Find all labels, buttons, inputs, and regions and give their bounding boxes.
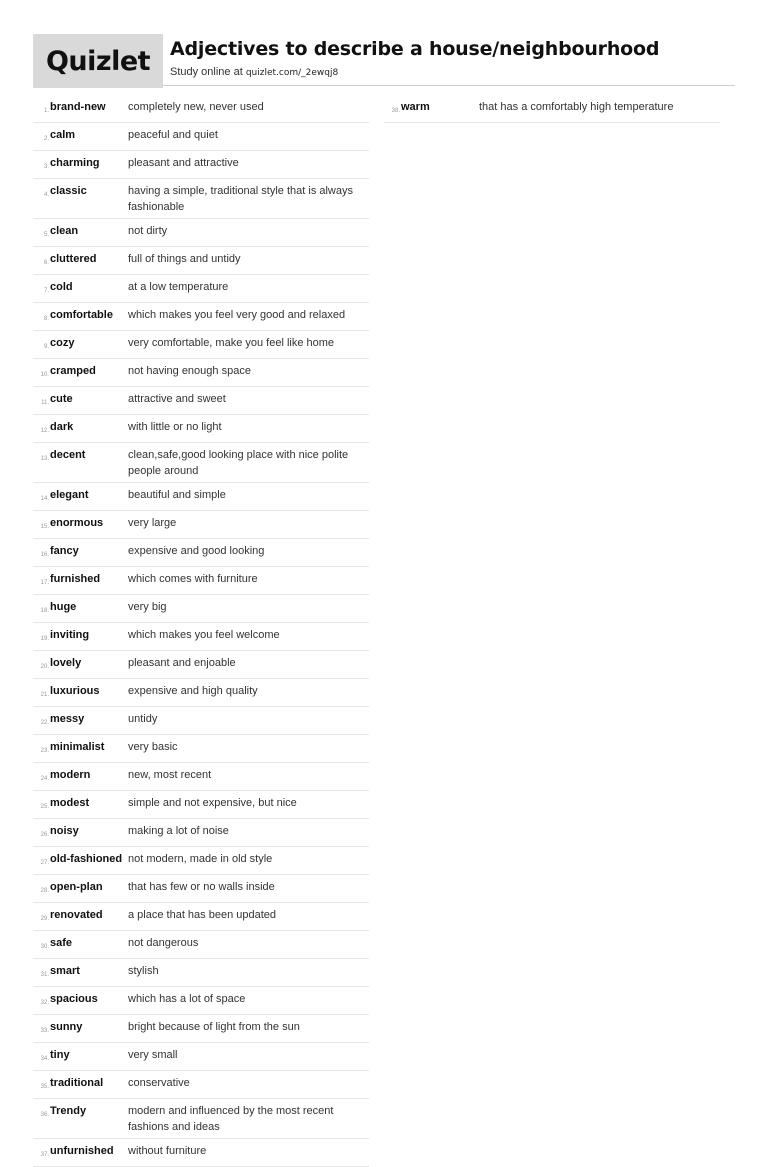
term-word: sunny: [50, 1021, 83, 1033]
term-number: 34.: [40, 1056, 49, 1062]
term-word: fancy: [50, 545, 79, 557]
term-definition: not modern, made in old style: [128, 853, 273, 865]
term-row: [33, 387, 369, 415]
term-definition: new, most recent: [128, 769, 212, 781]
term-word: dark: [50, 421, 74, 433]
term-definition: that has few or no walls inside: [128, 881, 275, 893]
term-word: minimalist: [50, 741, 105, 753]
term-row: [33, 483, 369, 511]
term-row: [33, 415, 369, 443]
term-definition: peaceful and quiet: [128, 129, 218, 141]
term-definition: at a low temperature: [128, 281, 229, 293]
term-definition: having a simple, traditional style that is always fashionable: [128, 185, 353, 213]
term-row: [33, 1043, 369, 1071]
term-definition: conservative: [128, 1077, 190, 1089]
term-definition: modern and influenced by the most recent fashions and ideas: [128, 1105, 334, 1133]
term-number: 7.: [43, 288, 49, 294]
term-word: comfortable: [50, 309, 113, 321]
term-word: decent: [50, 449, 86, 461]
term-row: [33, 735, 369, 763]
term-number: 28.: [40, 888, 49, 894]
term-row: [33, 179, 369, 219]
term-word: enormous: [50, 517, 104, 529]
term-definition: which has a lot of space: [128, 993, 246, 1005]
term-row: [33, 567, 369, 595]
term-row: [33, 539, 369, 567]
term-row: [33, 359, 369, 387]
term-row: [33, 903, 369, 931]
term-number: 3.: [43, 164, 49, 170]
term-word: elegant: [50, 489, 89, 501]
term-word: traditional: [50, 1077, 104, 1089]
term-definition: pleasant and enjoable: [128, 657, 236, 669]
term-definition: which comes with furniture: [128, 573, 258, 585]
term-row: [33, 679, 369, 707]
term-definition: which makes you feel very good and relaxed: [128, 309, 346, 321]
term-definition: clean,safe,good looking place with nice polite people around: [128, 449, 349, 477]
term-definition: with little or no light: [128, 421, 222, 433]
term-row: [33, 987, 369, 1015]
term-row: [33, 443, 369, 483]
term-definition: not dirty: [128, 225, 168, 237]
term-row: [33, 331, 369, 359]
term-number: 10.: [40, 372, 49, 378]
page-header: [33, 34, 735, 86]
card-list-left: [33, 95, 369, 1167]
term-word: renovated: [50, 909, 103, 921]
term-definition: not having enough space: [128, 365, 251, 377]
term-number: 11.: [41, 400, 49, 406]
term-definition: which makes you feel welcome: [128, 629, 280, 641]
term-definition: very small: [128, 1049, 178, 1061]
term-number: 19.: [40, 636, 49, 642]
term-definition: beautiful and simple: [128, 489, 226, 501]
term-number: 24.: [40, 776, 49, 782]
term-definition: a place that has been updated: [128, 909, 277, 921]
term-word: clean: [50, 225, 79, 237]
term-row: [33, 275, 369, 303]
term-word: open-plan: [50, 881, 103, 893]
term-number: 17.: [40, 580, 49, 586]
term-definition: full of things and untidy: [128, 253, 241, 265]
term-row: [33, 623, 369, 651]
term-number: 6.: [43, 260, 49, 266]
term-number: 18.: [40, 608, 49, 614]
term-number: 2.: [43, 136, 49, 142]
term-row: [33, 95, 369, 123]
study-online-line: [170, 66, 338, 78]
card-list-right: [384, 95, 720, 123]
study-prefix: Study online at: [170, 66, 246, 78]
term-word: unfurnished: [50, 1145, 114, 1157]
term-word: old-fashioned: [50, 853, 123, 865]
term-word: tiny: [50, 1049, 70, 1061]
term-row: [33, 875, 369, 903]
term-definition: very comfortable, make you feel like home: [128, 337, 335, 349]
term-number: 26.: [40, 832, 49, 838]
term-number: 15.: [40, 524, 49, 530]
term-definition: very large: [128, 517, 177, 529]
term-row: [33, 219, 369, 247]
term-word: spacious: [50, 993, 98, 1005]
term-definition: simple and not expensive, but nice: [128, 797, 297, 809]
term-row: [33, 1139, 369, 1167]
quizlet-logo[interactable]: [33, 34, 163, 88]
term-row: [33, 303, 369, 331]
term-number: 29.: [40, 916, 49, 922]
term-number: 37.: [40, 1152, 49, 1158]
term-number: 36.: [40, 1112, 49, 1118]
term-word: furnished: [50, 573, 101, 585]
term-row: [33, 1015, 369, 1043]
term-number: 38.: [391, 108, 400, 114]
term-word: safe: [50, 937, 73, 949]
term-number: 12.: [40, 428, 49, 434]
term-row: [33, 123, 369, 151]
term-word: charming: [50, 157, 100, 169]
term-word: cramped: [50, 365, 96, 377]
term-number: 32.: [40, 1000, 49, 1006]
header-divider: [163, 85, 735, 86]
term-word: brand-new: [50, 101, 106, 113]
term-number: 20.: [40, 664, 49, 670]
term-definition: that has a comfortably high temperature: [479, 101, 674, 113]
term-row: [384, 95, 720, 123]
term-word: modern: [50, 769, 91, 781]
term-definition: expensive and high quality: [128, 685, 258, 697]
term-definition: very basic: [128, 741, 178, 753]
term-definition: expensive and good looking: [128, 545, 265, 557]
term-row: [33, 763, 369, 791]
term-word: Trendy: [50, 1105, 87, 1117]
term-number: 27.: [40, 860, 49, 866]
term-word: inviting: [50, 629, 90, 641]
term-number: 31.: [40, 972, 49, 978]
term-definition: bright because of light from the sun: [128, 1021, 300, 1033]
term-number: 1.: [43, 108, 49, 114]
term-word: cozy: [50, 337, 75, 349]
term-number: 13.: [40, 456, 49, 462]
term-row: [33, 1099, 369, 1139]
term-definition: very big: [128, 601, 167, 613]
term-number: 35.: [40, 1084, 49, 1090]
term-number: 4.: [43, 192, 49, 198]
term-number: 9.: [43, 344, 49, 350]
term-row: [33, 151, 369, 179]
term-number: 8.: [43, 316, 49, 322]
study-url-link[interactable]: quizlet.com/_2ewqj8: [245, 68, 339, 78]
term-row: [33, 707, 369, 735]
term-number: 23.: [40, 748, 49, 754]
term-definition: pleasant and attractive: [128, 157, 239, 169]
term-row: [33, 511, 369, 539]
term-number: 22.: [40, 720, 49, 726]
page-title: Adjectives to describe a house/neighbourhood: [170, 38, 660, 60]
term-word: lovely: [50, 657, 82, 669]
term-definition: completely new, never used: [128, 101, 264, 113]
term-row: [33, 847, 369, 875]
term-row: [33, 959, 369, 987]
term-word: cute: [50, 393, 73, 405]
term-definition: untidy: [128, 713, 158, 725]
term-number: 5.: [43, 232, 49, 238]
term-word: calm: [50, 129, 76, 141]
term-word: cluttered: [50, 253, 97, 265]
term-definition: attractive and sweet: [128, 393, 226, 405]
term-row: [33, 247, 369, 275]
term-word: smart: [50, 965, 80, 977]
term-number: 21.: [40, 692, 49, 698]
term-row: [33, 819, 369, 847]
term-row: [33, 791, 369, 819]
term-word: classic: [50, 185, 87, 197]
term-word: modest: [50, 797, 90, 809]
term-word: cold: [50, 281, 73, 293]
logo-text: Quizlet: [45, 45, 151, 77]
term-row: [33, 1071, 369, 1099]
term-definition: not dangerous: [128, 937, 199, 949]
term-row: [33, 651, 369, 679]
term-word: luxurious: [50, 685, 100, 697]
term-word: messy: [50, 713, 85, 725]
term-row: [33, 931, 369, 959]
term-number: 33.: [40, 1028, 49, 1034]
term-number: 30.: [40, 944, 49, 950]
term-word: noisy: [50, 825, 79, 837]
term-number: 25.: [40, 804, 49, 810]
term-row: [33, 595, 369, 623]
term-definition: without furniture: [128, 1145, 207, 1157]
term-word: huge: [50, 601, 77, 613]
term-definition: making a lot of noise: [128, 825, 229, 837]
term-word: warm: [401, 101, 430, 113]
term-definition: stylish: [128, 965, 159, 977]
term-number: 14.: [40, 496, 49, 502]
term-number: 16.: [40, 552, 49, 558]
